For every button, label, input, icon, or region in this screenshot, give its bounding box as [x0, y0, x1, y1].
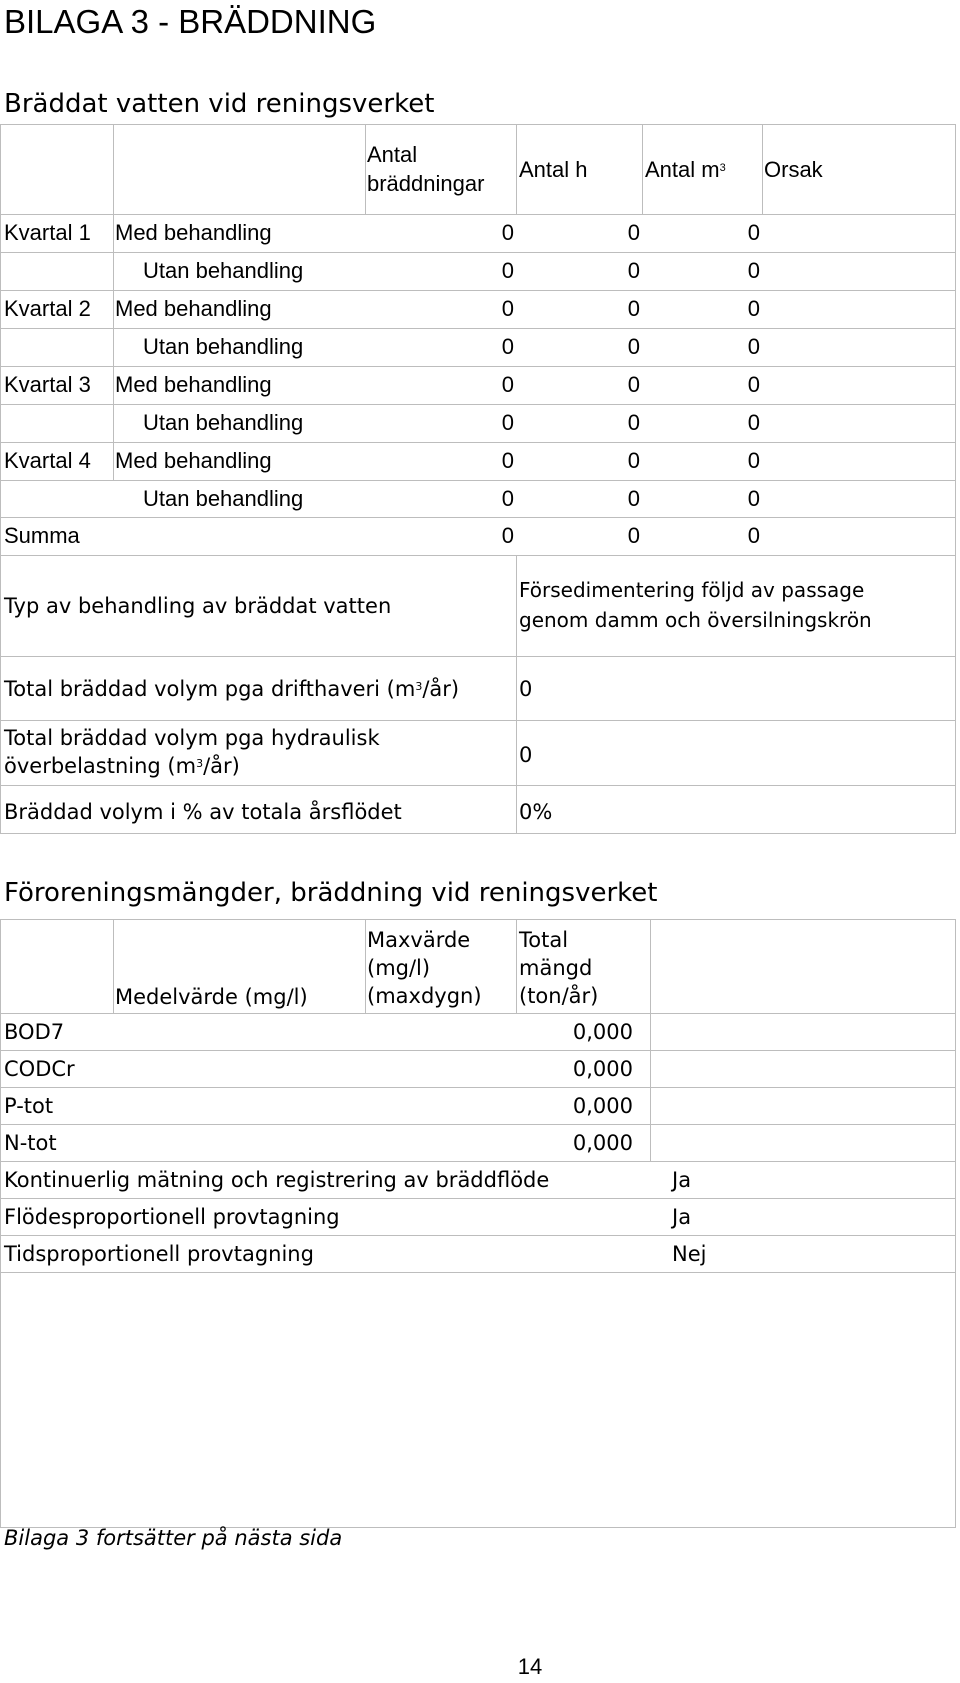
m3-value: 0: [747, 486, 760, 511]
method-value: Nej: [672, 1242, 707, 1266]
header-total-line1: Total: [519, 928, 569, 952]
hydraulic-volume-value: 0: [519, 743, 533, 767]
m3-value: 0: [747, 448, 760, 473]
m3-value: 0: [747, 334, 760, 359]
hours-value: 0: [627, 220, 640, 245]
treatment-type: Med behandling: [115, 448, 272, 473]
method-value: Ja: [672, 1205, 692, 1229]
breakdown-volume-label: Total bräddad volym pga drifthaveri $(m^3/år)$: [4, 677, 460, 701]
m3-value: 0: [747, 372, 760, 397]
total-value: 0,000: [572, 1094, 633, 1118]
section-title-pollutants: Föroreningsmängder, bräddning vid reningsverket: [4, 878, 658, 908]
sum-count: 0: [501, 523, 514, 548]
breakdown-volume-value: 0: [519, 677, 533, 701]
count-value: 0: [501, 220, 514, 245]
hours-value: 0: [627, 448, 640, 473]
total-value: 0,000: [572, 1057, 633, 1081]
quarter-label: Kvartal 4: [4, 448, 91, 473]
treatment-type: Med behandling: [115, 296, 272, 321]
treatment-type: Utan behandling: [143, 334, 304, 359]
continued-note: Bilaga 3 fortsätter på nästa sida: [4, 1526, 343, 1550]
count-value: 0: [501, 486, 514, 511]
header-total-line3: (ton/år): [519, 984, 599, 1008]
treatment-label: Typ av behandling av bräddat vatten: [4, 594, 392, 618]
overflow-percent-label: Bräddad volym i % av totala årsflödet: [4, 800, 402, 824]
header-cause: Orsak: [764, 157, 823, 182]
hours-value: 0: [627, 486, 640, 511]
quarter-label: Kvartal 1: [4, 220, 91, 245]
quarter-label: Kvartal 3: [4, 372, 91, 397]
total-value: 0,000: [572, 1020, 633, 1044]
hours-value: 0: [627, 410, 640, 435]
sum-hours: 0: [627, 523, 640, 548]
page-title: BILAGA 3 - BRÄDDNING: [4, 3, 377, 40]
treatment-value-line2: genom damm och översilningskrön: [519, 608, 872, 632]
hours-value: 0: [627, 372, 640, 397]
header-max-line3: (maxdygn): [367, 984, 482, 1008]
treatment-type: Med behandling: [115, 220, 272, 245]
m3-value: 0: [747, 258, 760, 283]
sum-label: Summa: [4, 523, 80, 548]
sum-m3: 0: [747, 523, 760, 548]
method-value: Ja: [672, 1168, 692, 1192]
hours-value: 0: [627, 296, 640, 321]
count-value: 0: [501, 258, 514, 283]
count-value: 0: [501, 448, 514, 473]
treatment-type: Utan behandling: [143, 258, 304, 283]
m3-value: 0: [747, 410, 760, 435]
header-m3: Antal $m^3$: [645, 157, 726, 182]
header-hours: Antal h: [519, 157, 588, 182]
parameter-label: N-tot: [4, 1131, 57, 1155]
hydraulic-volume-label-line1: Total bräddad volym pga hydraulisk: [4, 726, 380, 750]
header-count-line1: Antal: [367, 142, 418, 167]
method-label: Flödesproportionell provtagning: [4, 1205, 340, 1229]
m3-value: 0: [747, 296, 760, 321]
treatment-type: Med behandling: [115, 372, 272, 397]
section-title-overflow: Bräddat vatten vid reningsverket: [4, 89, 435, 119]
quarter-label: Kvartal 2: [4, 296, 91, 321]
header-count-line2: bräddningar: [367, 171, 485, 196]
hours-value: 0: [627, 258, 640, 283]
treatment-type: Utan behandling: [143, 410, 304, 435]
parameter-label: CODCr: [4, 1057, 75, 1081]
hours-value: 0: [627, 334, 640, 359]
overflow-percent-value: 0%: [519, 800, 553, 824]
header-max-line1: Maxvärde: [367, 928, 471, 952]
method-label: Tidsproportionell provtagning: [4, 1242, 314, 1266]
total-value: 0,000: [572, 1131, 633, 1155]
hydraulic-volume-label-line2: överbelastning $(m^3/år)$: [4, 754, 240, 778]
count-value: 0: [501, 334, 514, 359]
parameter-label: BOD7: [4, 1020, 65, 1044]
method-label: Kontinuerlig mätning och registrering av bräddflöde: [4, 1168, 550, 1192]
parameter-label: P-tot: [4, 1094, 54, 1118]
m3-value: 0: [747, 220, 760, 245]
treatment-type: Utan behandling: [143, 486, 304, 511]
treatment-value-line1: Försedimentering följd av passage: [519, 578, 865, 602]
count-value: 0: [501, 410, 514, 435]
page-number: 14: [517, 1654, 543, 1679]
count-value: 0: [501, 372, 514, 397]
header-max-line2: (mg/l): [367, 956, 431, 980]
count-value: 0: [501, 296, 514, 321]
header-mean: Medelvärde (mg/l): [115, 985, 308, 1009]
header-total-line2: mängd: [519, 956, 593, 980]
